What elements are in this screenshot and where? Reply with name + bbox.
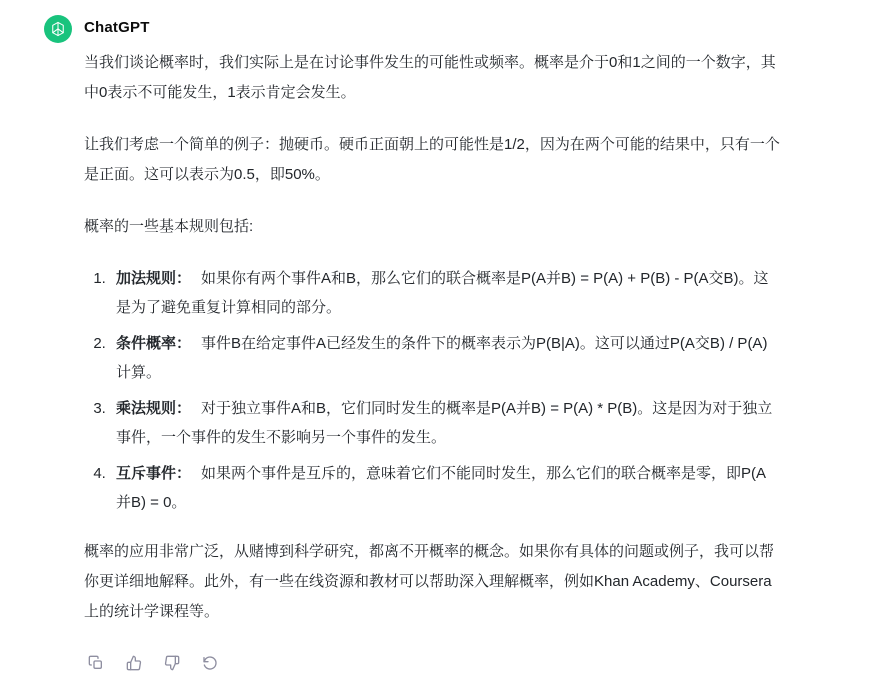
- rule-text: 如果两个事件是互斥的，意味着它们不能同时发生，那么它们的联合概率是零，即P(A并B) = 0。: [116, 465, 767, 511]
- rule-text: 事件B在给定事件A已经发生的条件下的概率表示为P(B|A)。这可以通过P(A交B) / P(A)计算。: [116, 335, 768, 381]
- thumbs-down-icon[interactable]: [162, 653, 182, 673]
- message-body: [0, 48, 876, 627]
- openai-logo-icon: [44, 15, 72, 43]
- paragraph-closing: 概率的应用非常广泛，从赌博到科学研究，都离不开概率的概念。如果你有具体的问题或例子，我可以帮你更详细地解释。此外，有一些在线资源和教材可以帮助深入理解概率，例如Khan Academy、Coursera上的统计学课程等。: [84, 543, 775, 620]
- rule-term: 条件概率：: [116, 335, 192, 352]
- rule-term: 乘法规则：: [116, 400, 192, 417]
- thumbs-up-icon[interactable]: [124, 653, 144, 673]
- paragraph-intro: 当我们谈论概率时，我们实际上是在讨论事件发生的可能性或频率。概率是介于0和1之间的一个数字，其中0表示不可能发生，1表示肯定会发生。: [84, 54, 776, 101]
- list-item: [110, 329, 781, 387]
- message-actions: [0, 649, 876, 673]
- list-item: [110, 394, 781, 452]
- paragraph-rules-lead: 概率的一些基本规则包括:: [84, 218, 254, 235]
- rules-list: [84, 264, 781, 517]
- message-header: [0, 14, 876, 42]
- regenerate-icon[interactable]: [200, 653, 220, 673]
- rule-text: 如果你有两个事件A和B，那么它们的联合概率是P(A并B) = P(A) + P(B) - P(A交B)。这是为了避免重复计算相同的部分。: [116, 270, 769, 316]
- list-item: [110, 264, 781, 322]
- copy-icon[interactable]: [86, 653, 106, 673]
- rule-term: 互斥事件：: [116, 465, 192, 482]
- rule-term: 加法规则：: [116, 270, 192, 287]
- message-author: ChatGPT: [84, 19, 150, 36]
- paragraph-example: 让我们考虑一个简单的例子：抛硬币。硬币正面朝上的可能性是1/2，因为在两个可能的结果中，只有一个是正面。这可以表示为0.5，即50%。: [84, 136, 780, 183]
- rule-text: 对于独立事件A和B，它们同时发生的概率是P(A并B) = P(A) * P(B)。这是因为对于独立事件，一个事件的发生不影响另一个事件的发生。: [116, 400, 773, 446]
- list-item: [110, 459, 781, 517]
